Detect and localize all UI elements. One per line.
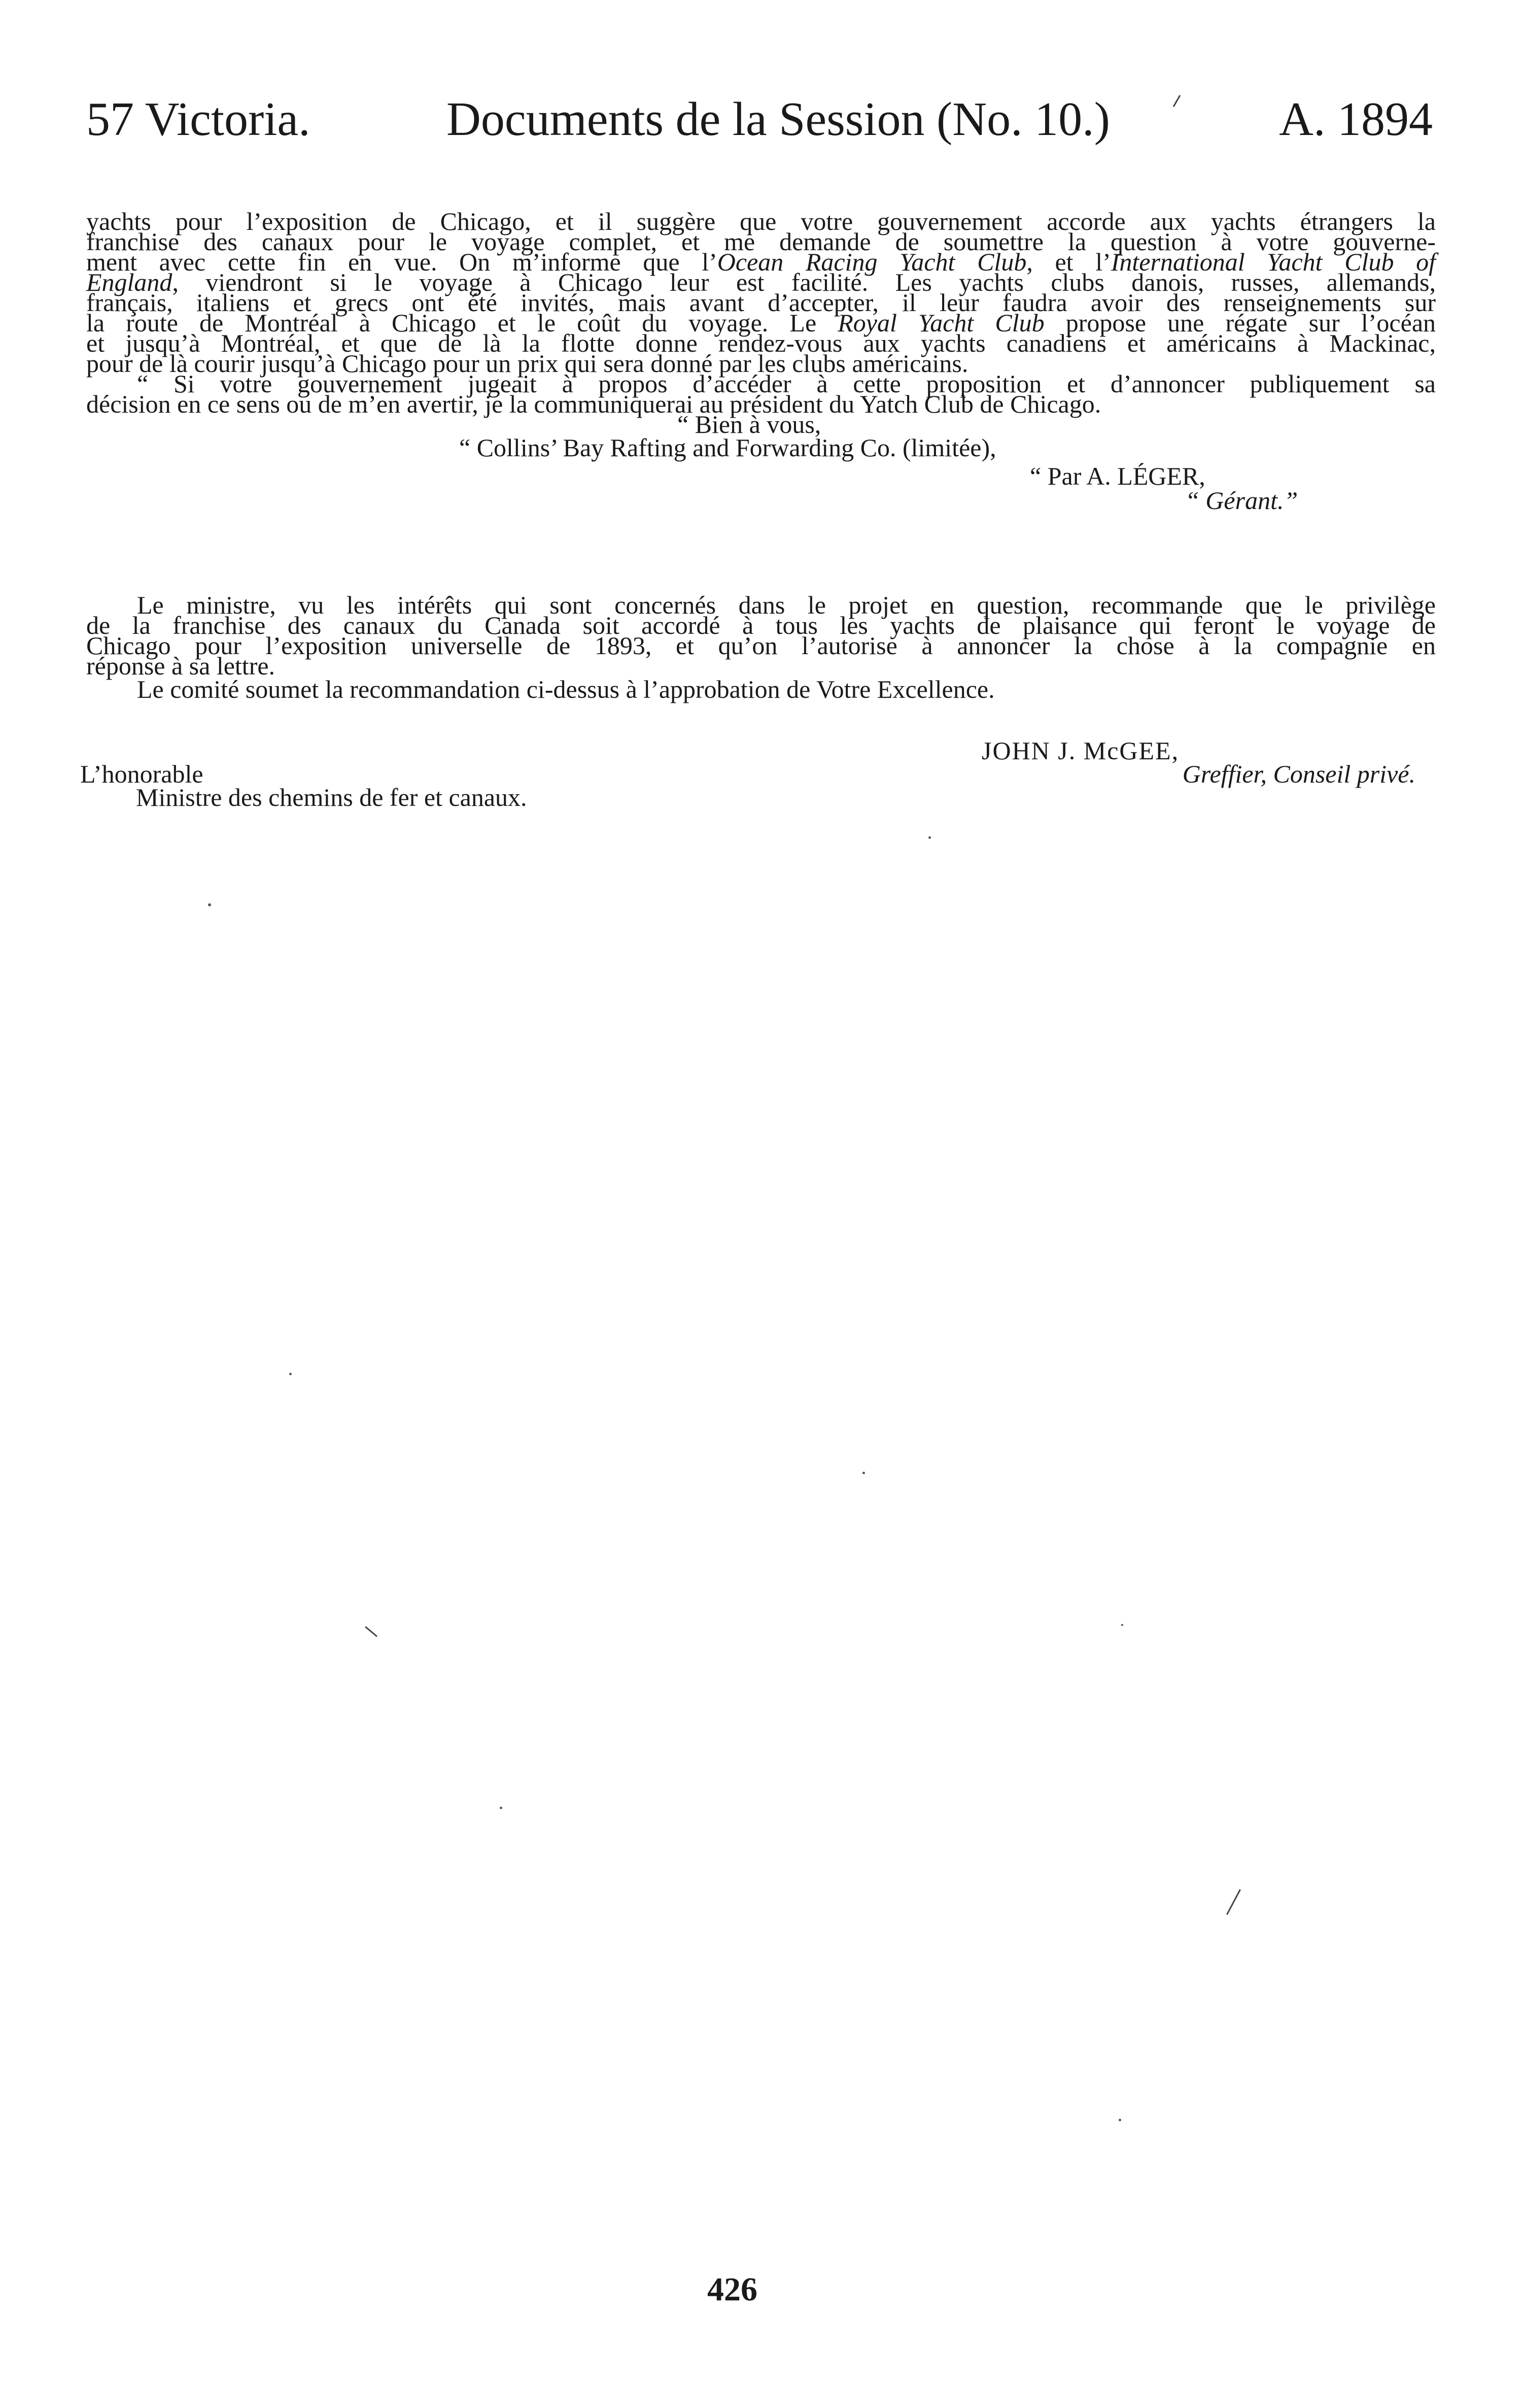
scan-speck	[1121, 1624, 1123, 1626]
scan-speck	[862, 1472, 865, 1474]
clerk-name: JOHN J. McGEE,	[982, 736, 1180, 765]
body-line: pour de là courir jusqu’à Chicago pour un prix qui sera donné par les clubs américains.	[86, 349, 968, 378]
letter-closing: “ Bien à vous,	[677, 410, 821, 438]
club-name: Royal Yacht Club	[838, 309, 1045, 337]
club-name: Ocean Racing Yacht Club	[717, 248, 1027, 276]
scan-speck	[928, 836, 931, 839]
scan-speck	[208, 903, 211, 906]
letter-signer: “ Par A. LÉGER,	[1030, 462, 1205, 490]
scan-mark	[1226, 1889, 1241, 1915]
recommendation-body	[86, 591, 1436, 703]
scan-speck	[500, 1807, 502, 1809]
body-line: England, viendront si le voyage à Chicago leur est facilité. Les yachts clubs danois, russes, allemands,	[86, 268, 1436, 296]
body-line: de la franchise des canaux du Canada soit accordé à tous les yachts de plaisance qui feront le voyage de	[86, 611, 1436, 639]
body-line: décision en ce sens ou de m’en avertir, je la communiquerai au président du Yatch Club de Chicago.	[86, 390, 1101, 418]
company-name: “ Collins’ Bay Rafting and Forwarding Co. (limitée),	[459, 433, 996, 462]
body-line: la route de Montréal à Chicago et le coût du voyage. Le Royal Yacht Club propose une régate sur l’océan	[86, 309, 1436, 337]
clerk-title: Greffier, Conseil privé.	[1182, 760, 1415, 788]
body-line: et jusqu’à Montréal, et que de là la flotte donne rendez-vous aux yachts canadiens et américains à Mackinac,	[86, 329, 1436, 357]
header-year: A. 1894	[1279, 93, 1433, 146]
club-name: International Yacht Club of	[1111, 248, 1436, 276]
body-line: franchise des canaux pour le voyage complet, et me demande de soumettre la question à votre gouverne-	[86, 227, 1436, 256]
scan-mark	[1173, 95, 1181, 107]
body-line: yachts pour l’exposition de Chicago, et il suggère que votre gouvernement accorde aux yachts étrangers la	[86, 207, 1436, 235]
body-line: Le comité soumet la recommandation ci-dessus à l’approbation de Votre Excellence.	[137, 675, 995, 703]
body-line: Le ministre, vu les intérêts qui sont concernés dans le projet en question, recommande que le privilège	[137, 591, 1436, 619]
scan-speck	[1119, 2119, 1121, 2121]
body-line: Chicago pour l’exposition universelle de 1893, et qu’on l’autorise à annoncer la chose à la compagnie en	[86, 631, 1436, 660]
page-number: 426	[707, 2271, 757, 2308]
body-line: ment avec cette fin en vue. On m’informe que l’Ocean Racing Yacht Club, et l’International Yacht Club of	[86, 248, 1436, 276]
body-line: réponse à sa lettre.	[86, 652, 275, 680]
scan-mark	[365, 1626, 377, 1637]
addressee-salutation: L’honorable	[80, 760, 203, 788]
body-line: français, italiens et grecs ont été invités, mais avant d’accepter, il leur faudra avoir des renseignements sur	[86, 288, 1436, 317]
scan-speck	[289, 1373, 292, 1375]
addressee-title: Ministre des chemins de fer et canaux.	[136, 783, 527, 811]
letter-body	[86, 207, 1436, 418]
header-regnal-year: 57 Victoria.	[86, 93, 310, 146]
club-name: England	[86, 268, 172, 296]
body-line: “ Si votre gouvernement jugeait à propos d’accéder à cette proposition et d’annoncer publiquement sa	[137, 369, 1436, 398]
letter-signer-title: “ Gérant.”	[1185, 486, 1298, 515]
header-document-title: Documents de la Session (No. 10.)	[446, 93, 1110, 146]
